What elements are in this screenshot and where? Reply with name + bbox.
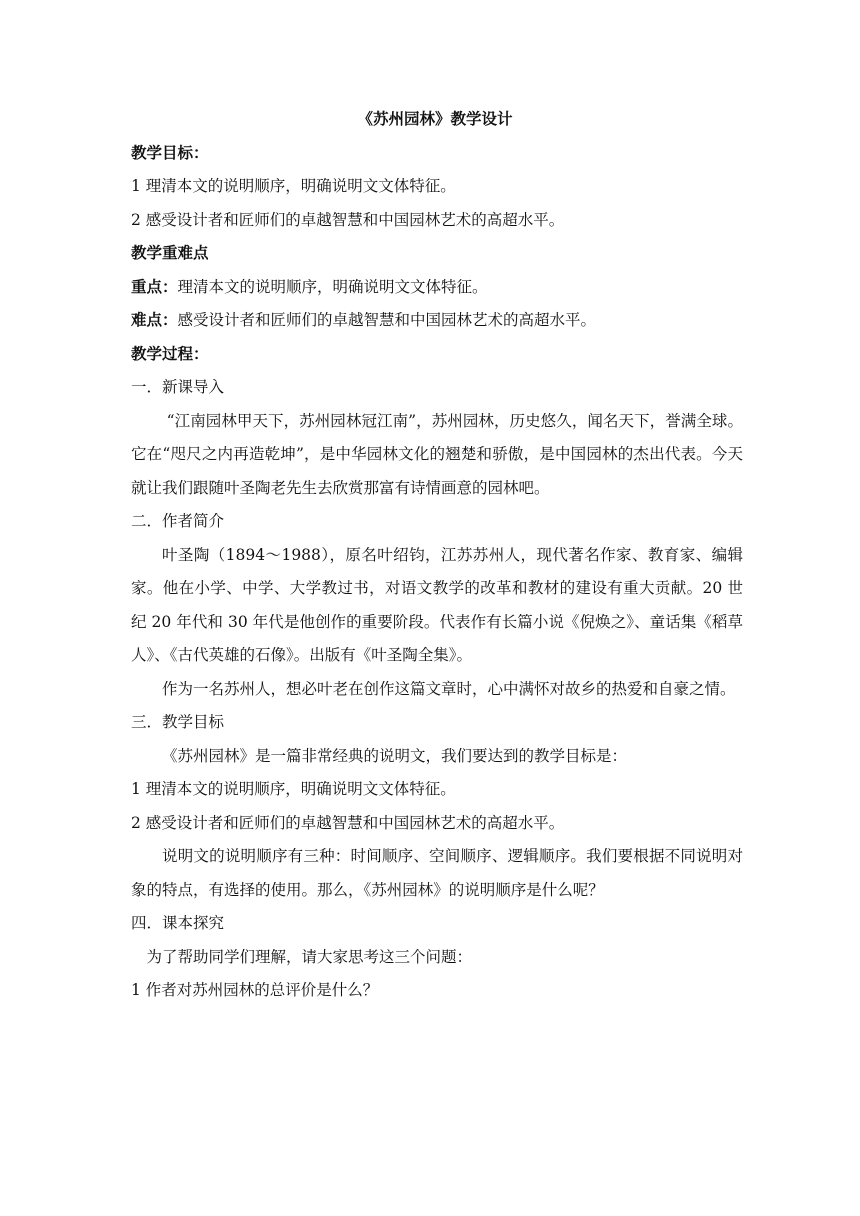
question-1: 1 作者对苏州园林的总评价是什么？ [131,981,379,999]
objective-item-1: 1 理清本文的说明顺序，明确说明文文体特征。 [131,177,456,195]
section-4-paragraph: 为了帮助同学们理解，请大家思考这三个问题： [146,947,473,966]
section-4-heading: 四．课本探究 [131,914,225,932]
section-3-objective-1: 1 理清本文的说明顺序，明确说明文文体特征。 [131,780,456,798]
objectives-heading: 教学目标： [131,143,209,162]
difficulty-label: 难点： [131,311,178,329]
difficulty-text: 感受设计者和匠师们的卓越智慧和中国园林艺术的高超水平。 [177,311,597,329]
key-point-line [131,271,743,305]
key-point-text: 理清本文的说明顺序，明确说明文文体特征。 [177,277,488,296]
section-3-heading: 三．教学目标 [131,713,225,731]
section-2-heading: 二．作者简介 [131,512,225,530]
section-2-paragraph-1: 叶圣陶（1894～1988），原名叶绍钧，江苏苏州人，现代著名作家、教育家、编辑家。他在小学、中学、大学教过书，对语文教学的改革和教材的建设有重大贡献。20 世纪 20 年代和 30 年代是他创作的重要阶段。代表作有长篇小说《倪焕之》、童话集《稻草人》、《古代英雄的石像》。出版有《叶圣陶全集》。 [131,545,743,664]
key-point-label: 重点： [131,277,178,296]
section-2-paragraph-2: 作为一名苏州人，想必叶老在创作这篇文章时，心中满怀对故乡的热爱和自豪之情。 [162,679,736,698]
section-1-paragraph: “江南园林甲天下，苏州园林冠江南”，苏州园林，历史悠久，闻名天下，誉满全球。它在“咫尺之内再造乾坤”，是中华园林文化的翘楚和骄傲，是中国园林的杰出代表。今天就让我们跟随叶圣陶老先生去欣赏那富有诗情画意的园林吧。 [131,411,743,497]
key-difficulty-heading: 教学重难点 [131,244,209,262]
document-body [131,103,743,1008]
objective-item-2: 2 感受设计者和匠师们的卓越智慧和中国园林艺术的高超水平。 [131,210,565,229]
process-heading: 教学过程： [131,344,209,363]
difficulty-line [131,304,743,338]
section-3-paragraph-2: 说明文的说明顺序有三种：时间顺序、空间顺序、逻辑顺序。我们要根据不同说明对象的特点，有选择的使用。那么，《苏州园林》的说明顺序是什么呢？ [131,847,743,899]
section-3-objective-2: 2 感受设计者和匠师们的卓越智慧和中国园林艺术的高超水平。 [131,813,565,832]
document-title: 《苏州园林》教学设计 [357,110,513,128]
section-1-heading: 一．新课导入 [131,378,225,396]
section-3-paragraph: 《苏州园林》是一篇非常经典的说明文，我们要达到的教学目标是： [162,746,628,765]
